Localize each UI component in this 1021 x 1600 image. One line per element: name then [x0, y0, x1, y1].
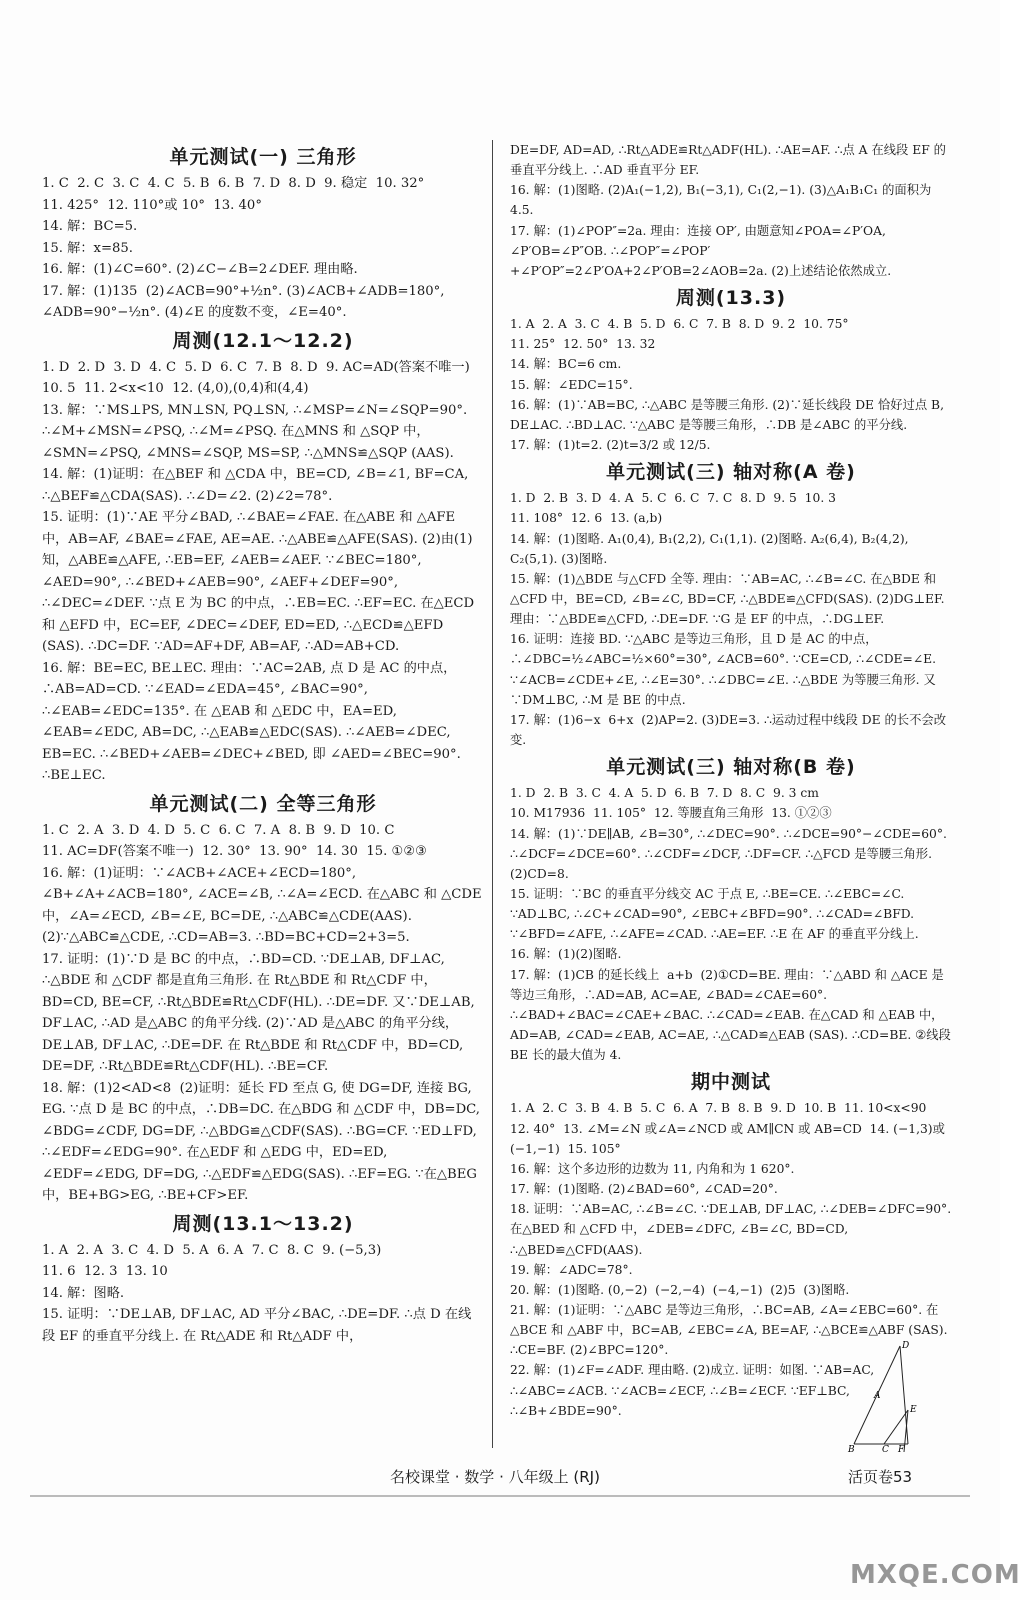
answer-line: 1. A 2. A 3. C 4. B 5. D 6. C 7. B 8. D 9. 2 10. 75° [510, 317, 849, 332]
answer-line: 15. 解：∠EDC=15°. [510, 377, 633, 392]
answer-line: 16. 解：(1)∵AB=BC, ∴△ABC 是等腰三角形. (2)∵延长线段 DE 恰好过点 B, DE⊥AC. ∴BD⊥AC. ∵△ABC 是等腰三角形，∴DB 是∠ABC 的平分线. [510, 397, 948, 432]
answer-line: 1. C 2. A 3. D 4. D 5. C 6. C 7. A 8. B 9. D 10. C [42, 822, 395, 838]
answer-line: 11. 6 12. 3 13. 10 [42, 1264, 168, 1279]
answer-line: 1. A 2. C 3. B 4. B 5. C 6. A 7. B 8. B 9. D 10. B 11. 10<x<90 12. 40° 13. ∠M=∠N 或∠A=∠NCD 或 AM∥CN 或 AB=CD 14. (−1,3)或(−1,−1) 15. 105° [510, 1101, 945, 1156]
answer-line: 11. AC=DF(答案不唯一) 12. 30° 13. 90° 14. 30 15. ①②③ [42, 844, 427, 859]
watermark: MXQE.COM [850, 1560, 1021, 1590]
left-column [42, 140, 484, 1347]
answer-line: DE=DF, AD=AD, ∴Rt△ADE≌Rt△ADF(HL). ∴AE=AF. ∴点 A 在线段 EF 的垂直平分线上. ∴AD 垂直平分 EF. [510, 143, 946, 178]
answer-line: 17. 解：(1)CB 的延长线上 a+b (2)①CD=BE. 理由：∵△ABD 和 △ACE 是等边三角形，∴AD=AB, AC=AE, ∠BAD=∠CAE=60°. ∴∠BAD+∠BAC=∠CAE+∠BAC. ∴∠CAD=∠EAB. 在△CAD 和 △EAB 中，AD=AB, ∠CAD=∠EAB, AC=AE, ∴△CAD≌△EAB (SAS). ∴CD=BE. ②线段 BE 长的最大值为 4. [510, 967, 955, 1063]
answer-line: 19. 解：∠ADC=78°. [510, 1262, 633, 1277]
answer-line: 10. M17936 11. 105° 12. 等腰直角三角形 13. ①②③ [510, 806, 832, 821]
footer-book-title: 名校课堂 · 数学 · 八年级上 (RJ) [390, 1468, 600, 1486]
answer-line: 14. 解：BC=5. [42, 219, 138, 234]
answer-line: 1. D 2. B 3. C 4. A 5. D 6. B 7. D 8. C 9. 3 cm [510, 786, 819, 801]
answer-line: 1. D 2. D 3. D 4. C 5. D 6. C 7. B 8. D 9. AC=AD(答案不唯一) 10. 5 11. 2<x<10 12. (4,0),(0,4)和(4,4) [42, 359, 479, 396]
answer-line: 15. 解：x=85. [42, 240, 133, 256]
answer-line: 17. 解：(1)t=2. (2)t=3/2 或 12/5. [510, 438, 711, 453]
answer-line: 16. 解：(1)证明：∵∠ACB+∠ACE+∠ECD=180°, ∠B+∠A+∠ACB=180°, ∠ACE=∠B, ∴∠A=∠ECD. 在△ABC 和 △CDE 中，∠A=∠ECD, ∠B=∠E, BC=DE, ∴△ABC≌△CDE(AAS). (2)∵△ABC≌△CDE, ∴CD=AB=3. ∴BD=BC+CD=2+3=5. [42, 865, 486, 945]
answer-line: 18. 解：(1)2<AD<8 (2)证明：延长 FD 至点 G, 使 DG=DF, 连接 BG, EG. ∵点 D 是 BC 的中点，∴DB=DC. 在△BDG 和 △CDF 中，DB=DC, ∠BDG=∠CDF, DG=DF, ∴△BDG≌△CDF(SAS). ∴BG=CF. ∵ED⊥FD, ∴∠EDF=∠EDG=90°. 在△EDF 和 △EDG 中，ED=ED, ∠EDF=∠EDG, DF=DG, ∴△EDF≌△EDG(SAS). ∴EF=EG. ∵在△BEG 中，BE+BG>EG, ∴BE+CF>EF. [42, 1080, 485, 1203]
answer-line: 17. 解：(1)∠POP″=2a. 理由：连接 OP′, 由题意知∠POA=∠P′OA, ∠P′OB=∠P″OB. ∴∠POP″=∠POP′+∠P′OP″=2∠P′OA+2∠P′OB=2∠AOB=2a. (2)上述结论依然成立. [510, 223, 892, 278]
answer-line: 1. D 2. B 3. D 4. A 5. C 6. C 7. C 8. D 9. 5 10. 3 [510, 491, 836, 506]
answer-line: 17. 解：(1)6−x 6+x (2)AP=2. (3)DE=3. ∴运动过程中线段 DE 的长不会改变. [510, 712, 946, 748]
answer-line: 16. 证明：连接 BD. ∵△ABC 是等边三角形，且 D 是 AC 的中点，∴∠DBC=½∠ABC=½×60°=30°, ∠ACB=60°. ∵CE=CD, ∴∠CDE=∠E. ∵∠ACB=∠CDE+∠E, ∴∠E=30°. ∴∠DBC=∠E. ∴△BDE 为等腰三角形. 又∵DM⊥BC, ∴M 是 BE 的中点. [510, 632, 940, 707]
footer-page-number: 活页卷53 [848, 1468, 913, 1486]
answer-line: 17. 解：(1)135 (2)∠ACB=90°+½n°. (3)∠ACB+∠ADB=180°, [42, 283, 445, 299]
answer-line: 11. 425° 12. 110°或 10° 13. 40° [42, 197, 262, 213]
section-heading: 周测(13.1～13.2) [172, 1212, 354, 1235]
answer-line: ∠ADB=90°−½n°. (4)∠E 的度数不变，∠E=40°. [42, 305, 347, 320]
footer-rule [30, 1495, 970, 1497]
answer-line: 18. 证明：∵AB=AC, ∴∠B=∠C. ∵DE⊥AB, DF⊥AC, ∴∠DEB=∠DFC=90°. 在△BED 和 △CFD 中，∠DEB=∠DFC, ∠B=∠C, BD=CD, ∴△BED≌△CFD(AAS). [510, 1202, 956, 1257]
answer-line: 11. 108° 12. 6 13. (a,b) [510, 511, 663, 526]
label-b: B [848, 1445, 855, 1455]
section-heading: 周测(13.3) [675, 287, 787, 310]
answer-line: 1. C 2. C 3. C 4. C 5. B 6. B 7. D 8. D 9. 稳定 10. 32° [42, 176, 425, 191]
label-c: C [882, 1445, 889, 1455]
answer-line: 14. 解：(1)图略. A₁(0,4), B₁(2,2), C₁(1,1). (2)图略. A₂(6,4), B₂(4,2), C₂(5,1). (3)图略. [510, 531, 913, 566]
page-footer [0, 1462, 1000, 1490]
answer-line: 15. 证明：∵DE⊥AB, DF⊥AC, AD 平分∠BAC, ∴DE=DF. ∴点 D 在线段 EF 的垂直平分线上. 在 Rt△ADE 和 Rt△ADF 中， [42, 1307, 472, 1344]
answer-line: 17. 解：(1)图略. (2)∠BAD=60°, ∠CAD=20°. [510, 1182, 778, 1197]
section-heading: 单元测试(一) 三角形 [169, 146, 357, 168]
answer-line: 15. 证明：∵BC 的垂直平分线交 AC 于点 E, ∴BE=CE. ∴∠EBC=∠C. ∵AD⊥BC, ∴∠C+∠CAD=90°, ∠EBC+∠BFD=90°. ∴∠CAD=∠BFD. ∵∠BFD=∠AFE, ∴∠AFE=∠CAD. ∴AE=EF. ∴E 在 AF 的垂直平分线上. [510, 887, 919, 942]
answer-line: 13. 解：∵MS⊥PS, MN⊥SN, PQ⊥SN, ∴∠MSP=∠N=∠SQP=90°. ∴∠M+∠MSN=∠PSQ, ∴∠M=∠PSQ. 在△MNS 和 △SQP 中，∠SMN=∠PSQ, ∠MNS=∠SQP, MS=SP, ∴△MNS≌△SQP (AAS). [42, 402, 472, 461]
answer-line: 14. 解：(1)∵DE∥AB, ∠B=30°, ∴∠DEC=90°. ∴∠DCE=90°−∠CDE=60°. ∴∠DCF=∠DCE=60°. ∴∠CDF=∠DCF, ∴DF=CF. ∴△FCD 是等腰三角形. (2)CD=8. [510, 826, 951, 881]
answer-line: 16. 解：这个多边形的边数为 11, 内角和为 1 620°. [510, 1161, 795, 1176]
label-e: E [910, 1405, 917, 1415]
answer-line: 16. 解：(1)∠C=60°. (2)∠C−∠B=2∠DEF. 理由略. [42, 262, 358, 277]
section-heading: 单元测试(三) 轴对称(A 卷) [606, 461, 856, 484]
answer-line: 11. 25° 12. 50° 13. 32 [510, 337, 656, 352]
section-heading: 单元测试(二) 全等三角形 [149, 792, 377, 815]
answer-line: 14. 解：图略. [42, 1285, 125, 1301]
section-heading: 单元测试(三) 轴对称(B 卷) [606, 756, 856, 779]
section-heading: 周测(12.1～12.2) [172, 329, 354, 352]
answer-line: 20. 解：(1)图略. (0,−2) (−2,−4) (−4,−1) (2)5 (3)图略. [510, 1282, 850, 1297]
label-d: D [902, 1341, 910, 1351]
answer-line: 16. 解：BE=EC, BE⊥EC. 理由：∵AC=2AB, 点 D 是 AC 的中点，∴AB=AD=CD. ∵∠EAD=∠EDA=45°, ∠BAC=90°, ∴∠EAB=∠EDC=135°. 在 △EAB 和 △EDC 中，EA=ED, ∠EAB=∠EDC, AB=DC, ∴△EAB≌△EDC(SAS). ∴∠AEB=∠DEC, EB=EC. ∴∠BED+∠AEB=∠DEC+∠BED, 即 ∠AED=∠BEC=90°. ∴BE⊥EC. [42, 660, 466, 783]
answer-line: 14. 解：(1)证明：在△BEF 和 △CDA 中，BE=CD, ∠B=∠1, BF=CA, ∴△BEF≌△CDA(SAS). ∴∠D=∠2. (2)∠2=78°. [42, 467, 473, 504]
answer-line: 1. A 2. A 3. C 4. D 5. A 6. A 7. C 8. C 9. (−5,3) [42, 1242, 382, 1258]
column-divider [492, 140, 493, 1448]
answer-line: 21. 解：(1)证明：∵△ABC 是等边三角形，∴BC=AB, ∠A=∠EBC=60°. 在△BCE 和 △ABF 中，BC=AB, ∠EBC=∠A, BE=AF, ∴△BCE≌△ABF (SAS). ∴CE=BF. (2)∠BPC=120°. [510, 1302, 952, 1358]
triangle-diagram [848, 1340, 918, 1455]
answer-line: 14. 解：BC=6 cm. [510, 357, 622, 372]
label-f: F [898, 1445, 905, 1455]
answer-line: 15. 证明：(1)∵AE 平分∠BAD, ∴∠BAE=∠FAE. 在△ABE 和 △AFE 中，AB=AF, ∠BAE=∠FAE, AE=AE. ∴△ABE≌△AFE(SAS). (2)由(1)知，△ABE≌△AFE, ∴EB=EF, ∠AEB=∠AEF. ∵∠BEC=180°, ∠AED=90°, ∴∠BED+∠AEB=90°, ∠AEF+∠DEF=90°, ∴∠DEC=∠DEF. ∵点 E 为 BC 的中点，∴EB=EC. ∴EF=EC. 在△ECD 和 △EFD 中，EC=EF, ∠DEC=∠DEF, ED=ED, ∴△ECD≌△EFD (SAS). ∴DC=DF. ∵AD=AF+DF, AB=AF, ∴AD=AB+CD. [42, 510, 479, 654]
right-column [510, 140, 956, 1421]
label-a: A [874, 1391, 881, 1401]
answer-line: 16. 解：(1)(2)图略. [510, 947, 622, 962]
answer-line: 15. 解：(1)△BDE 与△CFD 全等. 理由：∵AB=AC, ∴∠B=∠C. 在△BDE 和 △CFD 中，BE=CD, ∠B=∠C, BD=CF, ∴△BDE≌△CFD(SAS). (2)DG⊥EF. 理由：∵△BDE≌△CFD, ∴DE=DF. ∵G 是 EF 的中点，∴DG⊥EF. [510, 571, 949, 627]
answer-line: 17. 证明：(1)∵D 是 BC 的中点，∴BD=CD. ∵DE⊥AB, DF⊥AC, ∴△BDE 和 △CDF 都是直角三角形. 在 Rt△BDE 和 Rt△CDF 中，BD=CD, BE=CF, ∴Rt△BDE≌Rt△CDF(HL). ∴DE=DF. 又∵DE⊥AB, DF⊥AC, ∴AD 是△ABC 的角平分线. (2)∵AD 是△ABC 的角平分线，DE⊥AB, DF⊥AC, ∴DE=DF. 在 Rt△BDE 和 Rt△CDF 中，BD=CD, DE=DF, ∴Rt△BDE≌Rt△CDF(HL). ∴BE=CF. [42, 951, 479, 1074]
section-heading: 期中测试 [690, 1071, 771, 1094]
answer-line: 16. 解：(1)图略. (2)A₁(−1,2), B₁(−3,1), C₁(2,−1). (3)△A₁B₁C₁ 的面积为 4.5. [510, 183, 936, 218]
answer-line: 22. 解：(1)∠F=∠ADF. 理由略. (2)成立. 证明：如图. ∵AB=AC, ∴∠ABC=∠ACB. ∵∠ACB=∠ECF, ∴∠B=∠ECF. ∵EF⊥BC, ∴∠B+∠BDE=90°. [510, 1363, 879, 1418]
